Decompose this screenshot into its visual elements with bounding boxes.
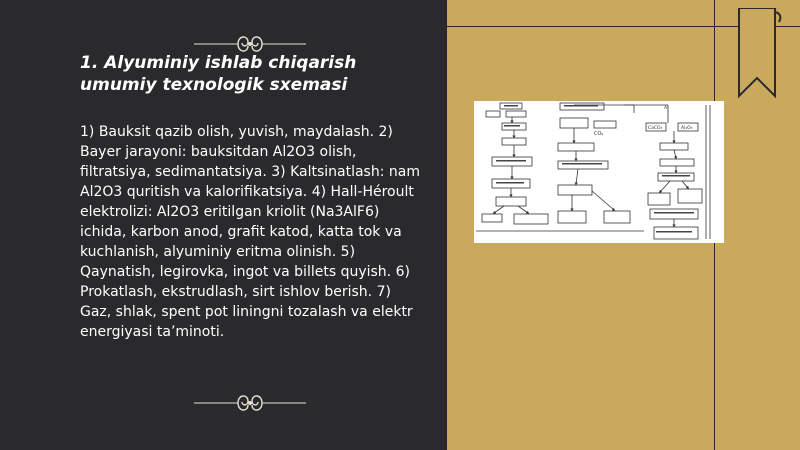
bookmark-ribbon-icon xyxy=(729,8,785,100)
slide-body-text: 1) Bauksit qazib olish, yuvish, maydalash. 2) Bayer jarayoni: bauksitdan Al2O3 olish, filtratsiya, sedimantatsiya. 3) Kaltsinatlash: nam Al2O3 quritish va kalorifikatsiya. 4) Hall-Héroult elektrolizi: Al2O3 eritilgan kriolit (Na3AlF6) ichida, karbon anod, grafit katod, katta tok va kuchlanish, alyuminiy eritma olinish. 5) Qaynatish, legirovka, ingot va billets quyish. 6) Prokatlash, ekstrudlash, sirt ishlov berish. 7) Gaz, shlak, spent pot liningni tozalash va elektr energiyasi ta’minoti. xyxy=(80,124,420,340)
al-label: Al xyxy=(664,106,669,111)
al2o3-label: Al₂O₃ xyxy=(681,126,693,131)
flourish-ornament-bottom-icon xyxy=(190,392,310,414)
caco3-label: CaCO₃ xyxy=(648,126,663,131)
co2-label: CO₂ xyxy=(594,131,604,137)
flow-diagram-svg xyxy=(474,101,724,243)
process-flow-diagram xyxy=(474,101,724,243)
slide-title: 1. Alyuminiy ishlab chiqarish umumiy texnologik sxemasi xyxy=(80,53,357,95)
